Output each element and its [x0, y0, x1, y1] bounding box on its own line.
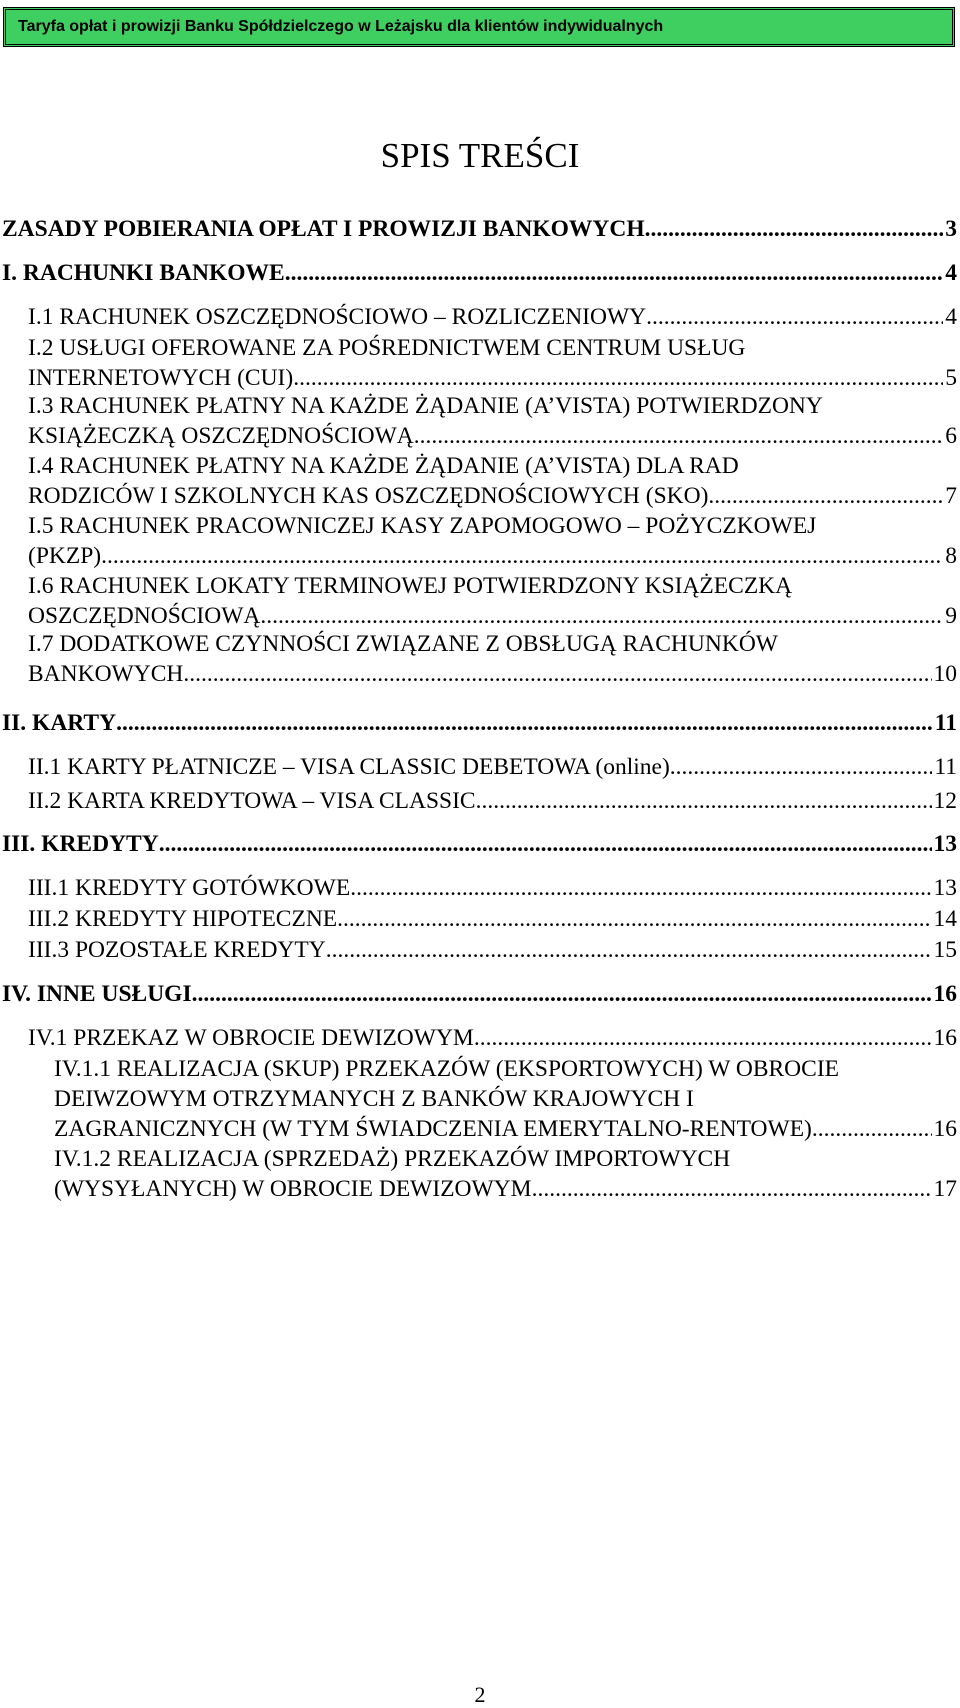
- toc-entry-text: (WYSYŁANYCH) W OBROCIE DEWIZOWYM: [54, 1176, 532, 1202]
- toc-page-number: 8: [945, 543, 957, 569]
- toc-page-number: 6: [945, 423, 957, 449]
- toc-entry[interactable]: [54, 1054, 957, 1144]
- toc-entry[interactable]: [2, 258, 957, 288]
- dot-leader: [293, 363, 943, 393]
- toc-entry-text: RODZICÓW I SZKOLNYCH KAS OSZCZĘDNOŚCIOWYCH (SKO): [28, 483, 709, 509]
- document-header: [3, 7, 955, 47]
- toc-entry[interactable]: [28, 391, 957, 451]
- toc-page-number: 17: [933, 1176, 957, 1202]
- toc-page-number: 9: [945, 603, 957, 629]
- toc-entry[interactable]: [28, 629, 957, 689]
- toc-entry[interactable]: [28, 935, 957, 965]
- toc-page-number: 16: [933, 981, 957, 1007]
- toc-page-number: 15: [933, 937, 957, 963]
- dot-leader: [812, 1114, 932, 1144]
- dot-leader: [101, 541, 943, 571]
- dot-leader: [192, 979, 932, 1009]
- toc-entry[interactable]: [2, 708, 957, 738]
- toc-entry[interactable]: [28, 873, 957, 903]
- toc-entry[interactable]: [28, 511, 957, 571]
- toc-page-number: 14: [933, 906, 957, 932]
- toc-page-number: 3: [945, 216, 957, 242]
- toc-entry-text: II. KARTY: [2, 710, 117, 736]
- toc-entry-text: OSZCZĘDNOŚCIOWĄ: [28, 603, 261, 629]
- page-number: 2: [474, 1682, 486, 1707]
- toc-entry-text: I.3 RACHUNEK PŁATNY NA KAŻDE ŻĄDANIE (A’VISTA) POTWIERDZONY: [28, 393, 823, 419]
- toc-entry-text: I.7 DODATKOWE CZYNNOŚCI ZWIĄZANE Z OBSŁUGĄ RACHUNKÓW: [28, 631, 778, 657]
- toc-page-number: 11: [934, 754, 957, 780]
- dot-leader: [350, 873, 931, 903]
- dot-leader: [532, 1174, 932, 1204]
- toc-entry[interactable]: [2, 979, 957, 1009]
- toc-page-number: 16: [933, 1025, 957, 1051]
- dot-leader: [645, 214, 944, 244]
- toc-entry[interactable]: [28, 571, 957, 631]
- header-title: Taryfa opłat i prowizji Banku Spółdzielczego w Leżajsku dla klientów indywidualnych: [18, 18, 664, 35]
- toc-entry-text: ZAGRANICZNYCH (W TYM ŚWIADCZENIA EMERYTALNO-RENTOWE): [54, 1116, 812, 1142]
- toc-title: SPIS TREŚCI: [380, 136, 580, 175]
- toc-entry-text: IV.1.2 REALIZACJA (SPRZEDAŻ) PRZEKAZÓW IMPORTOWYCH: [54, 1146, 731, 1172]
- toc-entry[interactable]: [28, 786, 957, 816]
- toc-page-number: 12: [933, 788, 957, 814]
- toc-entry-text: I.5 RACHUNEK PRACOWNICZEJ KASY ZAPOMOGOWO – POŻYCZKOWEJ: [28, 513, 817, 539]
- toc-entry-text: I.4 RACHUNEK PŁATNY NA KAŻDE ŻĄDANIE (A’VISTA) DLA RAD: [28, 453, 739, 479]
- toc-entry[interactable]: [28, 904, 957, 934]
- toc-entry[interactable]: [28, 451, 957, 511]
- dot-leader: [285, 258, 944, 288]
- toc-page-number: 4: [945, 260, 957, 286]
- dot-leader: [476, 786, 932, 816]
- toc-page-number: 11: [934, 710, 957, 736]
- toc-entry-text: I. RACHUNKI BANKOWE: [2, 260, 285, 286]
- toc-page-number: 13: [933, 831, 957, 857]
- toc-entry-text: II.2 KARTA KREDYTOWA – VISA CLASSIC: [28, 788, 476, 814]
- dot-leader: [116, 708, 933, 738]
- toc-page-number: 10: [933, 661, 957, 687]
- dot-leader: [708, 481, 943, 511]
- dot-leader: [646, 302, 943, 332]
- toc-entry-text: ZASADY POBIERANIA OPŁAT I PROWIZJI BANKOWYCH: [2, 216, 645, 242]
- toc-entry-text: I.1 RACHUNEK OSZCZĘDNOŚCIOWO – ROZLICZENIOWY: [28, 304, 647, 330]
- toc-entry-text: III. KREDYTY: [2, 831, 159, 857]
- dot-leader: [260, 601, 943, 631]
- dot-leader: [474, 1023, 932, 1053]
- toc-page-number: 4: [945, 304, 957, 330]
- toc-entry-text: II.1 KARTY PŁATNICZE – VISA CLASSIC DEBETOWA (online): [28, 754, 670, 780]
- toc-entry[interactable]: [28, 302, 957, 332]
- toc-page-number: 5: [945, 365, 957, 391]
- toc-entry-text: IV. INNE USŁUGI: [2, 981, 192, 1007]
- toc-entry-text: III.1 KREDYTY GOTÓWKOWE: [28, 875, 351, 901]
- toc-entry-text: INTERNETOWYCH (CUI): [28, 365, 294, 391]
- toc-entry-text: BANKOWYCH: [28, 661, 184, 687]
- dot-leader: [159, 829, 932, 859]
- toc-entry[interactable]: [28, 333, 957, 393]
- dot-leader: [337, 904, 931, 934]
- toc-page-number: 16: [933, 1116, 957, 1142]
- toc-entry-text: DEIWZOWYM OTRZYMANYCH Z BANKÓW KRAJOWYCH I: [54, 1086, 694, 1112]
- toc-entry[interactable]: [2, 829, 957, 859]
- toc-page-number: 13: [933, 875, 957, 901]
- toc-entry[interactable]: [28, 1023, 957, 1053]
- toc-entry-text: I.6 RACHUNEK LOKATY TERMINOWEJ POTWIERDZONY KSIĄŻECZKĄ: [28, 573, 793, 599]
- toc-entry[interactable]: [54, 1144, 957, 1204]
- dot-leader: [326, 935, 932, 965]
- dot-leader: [183, 659, 931, 689]
- toc-entry-text: III.2 KREDYTY HIPOTECZNE: [28, 906, 338, 932]
- toc-entry-text: IV.1.1 REALIZACJA (SKUP) PRZEKAZÓW (EKSPORTOWYCH) W OBROCIE: [54, 1056, 840, 1082]
- toc-page-number: 7: [945, 483, 957, 509]
- toc-entry-text: I.2 USŁUGI OFEROWANE ZA POŚREDNICTWEM CENTRUM USŁUG: [28, 335, 746, 361]
- dot-leader: [414, 421, 943, 451]
- toc-entry-text: IV.1 PRZEKAZ W OBROCIE DEWIZOWYM: [28, 1025, 474, 1051]
- toc-entry-text: KSIĄŻECZKĄ OSZCZĘDNOŚCIOWĄ: [28, 423, 414, 449]
- toc-entry-text: (PKZP): [28, 543, 102, 569]
- toc-entry[interactable]: [28, 752, 957, 782]
- toc-entry[interactable]: [2, 214, 957, 244]
- dot-leader: [670, 752, 933, 782]
- toc-entry-text: III.3 POZOSTAŁE KREDYTY: [28, 937, 326, 963]
